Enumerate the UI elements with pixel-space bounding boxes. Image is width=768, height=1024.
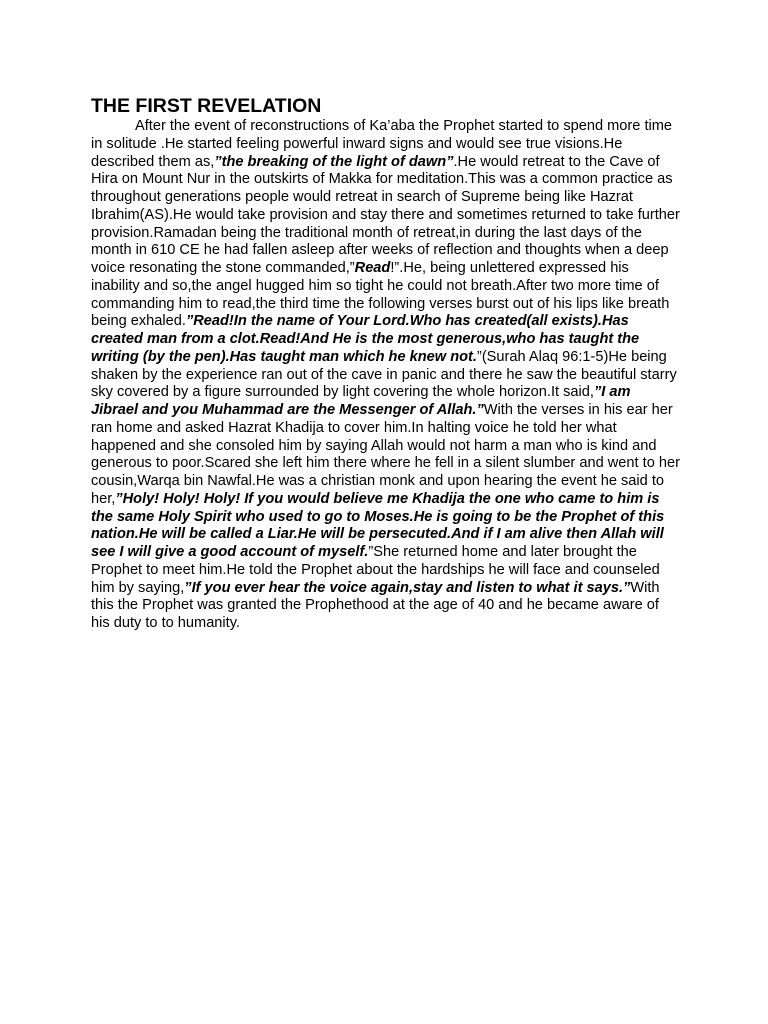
quote-segment: Read [354,260,391,276]
text-segment: .He would retreat to the Cave of Hira on Mount Nur in the outskirts of Makka for meditation.This was a common practice as throughout generations people would retreat in search of Supreme being like Hazrat Ibrahim(AS).He would take provision and stay there and sometimes returned to take further provision.Ramadan being the traditional month of retreat,in during the last days of the month in 610 CE he had fallen asleep after weeks of reflection and thoughts when a deep voice resonating the stone commanded,” [91,153,680,276]
quote-segment: ”I am Jibrael and you Muhammad are the Messenger of Allah.” [91,384,631,418]
body-paragraph [91,118,681,633]
document-title: THE FIRST REVELATION [91,95,322,117]
quote-segment: ”Holy! Holy! Holy! If you would believe me Khadija the one who came to him is the same Holy Spirit who used to go to Moses.He is going to be the Prophet of this nation.He will be called a Liar.He will be persecuted.And if I am alive then Allah will see I will give a good account of myself. [91,490,665,560]
text-segment: !”.He, being unlettered expressed his inability and so,the angel hugged him so tight he could not breath.After two more time of commanding him to read,the third time the following verses burst out of his lips like breath being exhaled. [91,260,670,330]
document-body [91,94,681,633]
text-segment: With this the Prophet was granted the Prophethood at the age of 40 and he became aware of his duty to to humanity. [91,579,660,631]
text-segment: ”She returned home and later brought the Prophet to meet him.He told the Prophet about the hardships he will face and counseled him by saying, [91,544,660,596]
quote-segment: ”the breaking of the light of dawn” [214,153,454,170]
text-segment: After the event of reconstructions of Ka’aba the Prophet started to spend more time in solitude .He started feeling powerful inward signs and would see true visions.He described them as, [91,118,673,170]
text-segment: ”(Surah Alaq 96:1-5)He being shaken by the experience ran out of the cave in panic and there he saw the beautiful starry sky covered by a figure surrounded by light covering the whole horizon.It said, [91,348,677,401]
quote-segment: ”If you ever hear the voice again,stay and listen to what it says.” [184,579,631,596]
quote-segment: ”Read!In the name of Your Lord.Who has created(all exists).Has created man from a clot.Read!And He is the most generous,who has taught the writing (by the pen).Has taught man which he knew not. [91,313,640,365]
text-segment: With the verses in his ear her ran home and asked Hazrat Khadija to cover him.In halting voice he told her what happened and she consoled him by saying Allah would not harm a man who is kind and generous to poor.Scared she left him there where he fell in a silent slumber and went to her cousin,Warqa bin Nawfal.He was a christian monk and upon hearing the event he said to her, [91,402,680,507]
